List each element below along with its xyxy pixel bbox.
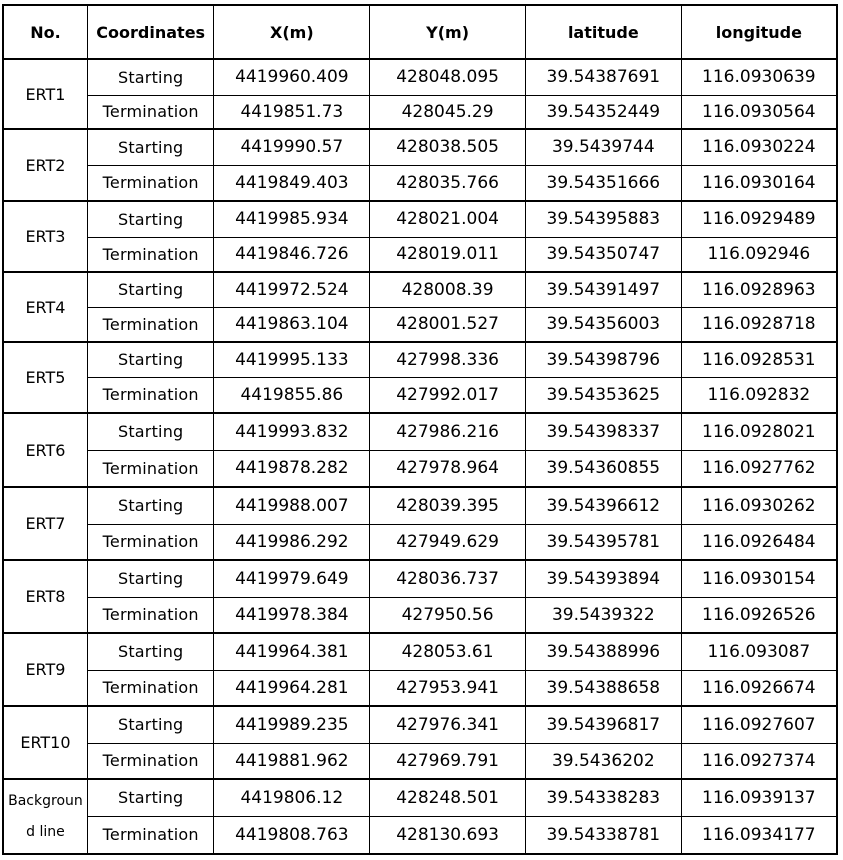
latitude-cell: 39.54350747 xyxy=(525,237,681,272)
table-row xyxy=(3,413,837,450)
longitude-cell: 116.0930639 xyxy=(681,59,837,95)
coord-cell: Starting xyxy=(87,59,214,95)
longitude-cell: 116.093087 xyxy=(681,633,837,670)
x-cell: 4419849.403 xyxy=(214,165,370,201)
header-no: No. xyxy=(3,5,87,59)
latitude-cell: 39.54396612 xyxy=(525,487,681,524)
latitude-cell: 39.54398796 xyxy=(525,342,681,377)
coord-cell: Starting xyxy=(87,342,214,377)
longitude-cell: 116.0928531 xyxy=(681,342,837,377)
latitude-cell: 39.54356003 xyxy=(525,307,681,342)
row-id-cell: ERT7 xyxy=(3,487,87,560)
coord-cell: Termination xyxy=(87,165,214,201)
longitude-cell: 116.0930224 xyxy=(681,129,837,165)
table-row xyxy=(3,487,837,524)
coord-cell: Starting xyxy=(87,413,214,450)
table-row xyxy=(3,129,837,165)
y-cell: 427998.336 xyxy=(370,342,526,377)
y-cell: 428130.693 xyxy=(370,816,526,854)
longitude-cell: 116.0929489 xyxy=(681,201,837,237)
latitude-cell: 39.54388996 xyxy=(525,633,681,670)
coord-cell: Termination xyxy=(87,597,214,633)
y-cell: 428053.61 xyxy=(370,633,526,670)
longitude-cell: 116.0928718 xyxy=(681,307,837,342)
x-cell: 4419978.384 xyxy=(214,597,370,633)
row-id-cell: ERT5 xyxy=(3,342,87,413)
latitude-cell: 39.54351666 xyxy=(525,165,681,201)
y-cell: 428001.527 xyxy=(370,307,526,342)
header-x: X(m) xyxy=(214,5,370,59)
table-row xyxy=(3,59,837,95)
x-cell: 4419986.292 xyxy=(214,524,370,560)
row-id-cell: ERT1 xyxy=(3,59,87,129)
longitude-cell: 116.0939137 xyxy=(681,779,837,816)
coord-cell: Starting xyxy=(87,706,214,743)
coord-cell: Termination xyxy=(87,743,214,779)
longitude-cell: 116.0926674 xyxy=(681,670,837,706)
coord-cell: Termination xyxy=(87,377,214,413)
header-longitude: longitude xyxy=(681,5,837,59)
longitude-cell: 116.0934177 xyxy=(681,816,837,854)
table-row xyxy=(3,560,837,597)
y-cell: 428039.395 xyxy=(370,487,526,524)
x-cell: 4419989.235 xyxy=(214,706,370,743)
y-cell: 428248.501 xyxy=(370,779,526,816)
longitude-cell: 116.0927374 xyxy=(681,743,837,779)
y-cell: 428036.737 xyxy=(370,560,526,597)
header-latitude: latitude xyxy=(525,5,681,59)
longitude-cell: 116.0927607 xyxy=(681,706,837,743)
coord-cell: Starting xyxy=(87,272,214,307)
row-id-cell: ERT3 xyxy=(3,201,87,272)
row-id-cell: Background line xyxy=(3,779,87,854)
x-cell: 4419964.381 xyxy=(214,633,370,670)
header-coordinates: Coordinates xyxy=(87,5,214,59)
longitude-cell: 116.0926526 xyxy=(681,597,837,633)
y-cell: 427950.56 xyxy=(370,597,526,633)
latitude-cell: 39.5436202 xyxy=(525,743,681,779)
x-cell: 4419806.12 xyxy=(214,779,370,816)
coord-cell: Starting xyxy=(87,633,214,670)
x-cell: 4419985.934 xyxy=(214,201,370,237)
coord-cell: Termination xyxy=(87,237,214,272)
row-id-cell: ERT2 xyxy=(3,129,87,201)
coord-cell: Starting xyxy=(87,560,214,597)
coord-cell: Termination xyxy=(87,450,214,487)
x-cell: 4419995.133 xyxy=(214,342,370,377)
x-cell: 4419855.86 xyxy=(214,377,370,413)
latitude-cell: 39.54398337 xyxy=(525,413,681,450)
table-row xyxy=(3,237,837,272)
table-row xyxy=(3,307,837,342)
table-row xyxy=(3,706,837,743)
coord-cell: Termination xyxy=(87,307,214,342)
table-row xyxy=(3,743,837,779)
longitude-cell: 116.0927762 xyxy=(681,450,837,487)
latitude-cell: 39.54395883 xyxy=(525,201,681,237)
y-cell: 427978.964 xyxy=(370,450,526,487)
header-y: Y(m) xyxy=(370,5,526,59)
coord-cell: Termination xyxy=(87,670,214,706)
latitude-cell: 39.54360855 xyxy=(525,450,681,487)
table-row xyxy=(3,779,837,816)
latitude-cell: 39.54338283 xyxy=(525,779,681,816)
coord-cell: Starting xyxy=(87,129,214,165)
x-cell: 4419972.524 xyxy=(214,272,370,307)
latitude-cell: 39.5439322 xyxy=(525,597,681,633)
y-cell: 427949.629 xyxy=(370,524,526,560)
y-cell: 427976.341 xyxy=(370,706,526,743)
y-cell: 428048.095 xyxy=(370,59,526,95)
latitude-cell: 39.54338781 xyxy=(525,816,681,854)
row-id-cell: ERT4 xyxy=(3,272,87,342)
x-cell: 4419990.57 xyxy=(214,129,370,165)
longitude-cell: 116.0930154 xyxy=(681,560,837,597)
y-cell: 428019.011 xyxy=(370,237,526,272)
y-cell: 428021.004 xyxy=(370,201,526,237)
y-cell: 428008.39 xyxy=(370,272,526,307)
latitude-cell: 39.54387691 xyxy=(525,59,681,95)
x-cell: 4419993.832 xyxy=(214,413,370,450)
latitude-cell: 39.54391497 xyxy=(525,272,681,307)
table-row xyxy=(3,670,837,706)
latitude-cell: 39.54395781 xyxy=(525,524,681,560)
coord-cell: Termination xyxy=(87,524,214,560)
table-row xyxy=(3,272,837,307)
x-cell: 4419988.007 xyxy=(214,487,370,524)
table-row xyxy=(3,633,837,670)
coord-cell: Termination xyxy=(87,95,214,129)
x-cell: 4419979.649 xyxy=(214,560,370,597)
x-cell: 4419964.281 xyxy=(214,670,370,706)
row-id-cell: ERT10 xyxy=(3,706,87,779)
longitude-cell: 116.0930564 xyxy=(681,95,837,129)
coord-cell: Starting xyxy=(87,779,214,816)
x-cell: 4419881.962 xyxy=(214,743,370,779)
coord-cell: Starting xyxy=(87,201,214,237)
y-cell: 427953.941 xyxy=(370,670,526,706)
x-cell: 4419863.104 xyxy=(214,307,370,342)
longitude-cell: 116.0928021 xyxy=(681,413,837,450)
row-id-cell: ERT9 xyxy=(3,633,87,706)
latitude-cell: 39.54352449 xyxy=(525,95,681,129)
y-cell: 427969.791 xyxy=(370,743,526,779)
table-row xyxy=(3,524,837,560)
longitude-cell: 116.0926484 xyxy=(681,524,837,560)
latitude-cell: 39.54353625 xyxy=(525,377,681,413)
latitude-cell: 39.54393894 xyxy=(525,560,681,597)
row-id-cell: ERT6 xyxy=(3,413,87,487)
coord-cell: Starting xyxy=(87,487,214,524)
table-row xyxy=(3,377,837,413)
table-row xyxy=(3,597,837,633)
y-cell: 428045.29 xyxy=(370,95,526,129)
table-row xyxy=(3,450,837,487)
latitude-cell: 39.54388658 xyxy=(525,670,681,706)
latitude-cell: 39.5439744 xyxy=(525,129,681,165)
header-row xyxy=(3,5,837,59)
table-row xyxy=(3,95,837,129)
x-cell: 4419846.726 xyxy=(214,237,370,272)
coord-cell: Termination xyxy=(87,816,214,854)
longitude-cell: 116.0930164 xyxy=(681,165,837,201)
row-id-cell: ERT8 xyxy=(3,560,87,633)
table-row xyxy=(3,201,837,237)
y-cell: 428035.766 xyxy=(370,165,526,201)
latitude-cell: 39.54396817 xyxy=(525,706,681,743)
coordinates-table xyxy=(2,4,838,855)
x-cell: 4419960.409 xyxy=(214,59,370,95)
x-cell: 4419851.73 xyxy=(214,95,370,129)
y-cell: 427992.017 xyxy=(370,377,526,413)
longitude-cell: 116.0930262 xyxy=(681,487,837,524)
longitude-cell: 116.092946 xyxy=(681,237,837,272)
y-cell: 428038.505 xyxy=(370,129,526,165)
x-cell: 4419878.282 xyxy=(214,450,370,487)
x-cell: 4419808.763 xyxy=(214,816,370,854)
longitude-cell: 116.092832 xyxy=(681,377,837,413)
table-row xyxy=(3,165,837,201)
table-row xyxy=(3,816,837,854)
longitude-cell: 116.0928963 xyxy=(681,272,837,307)
y-cell: 427986.216 xyxy=(370,413,526,450)
table-row xyxy=(3,342,837,377)
